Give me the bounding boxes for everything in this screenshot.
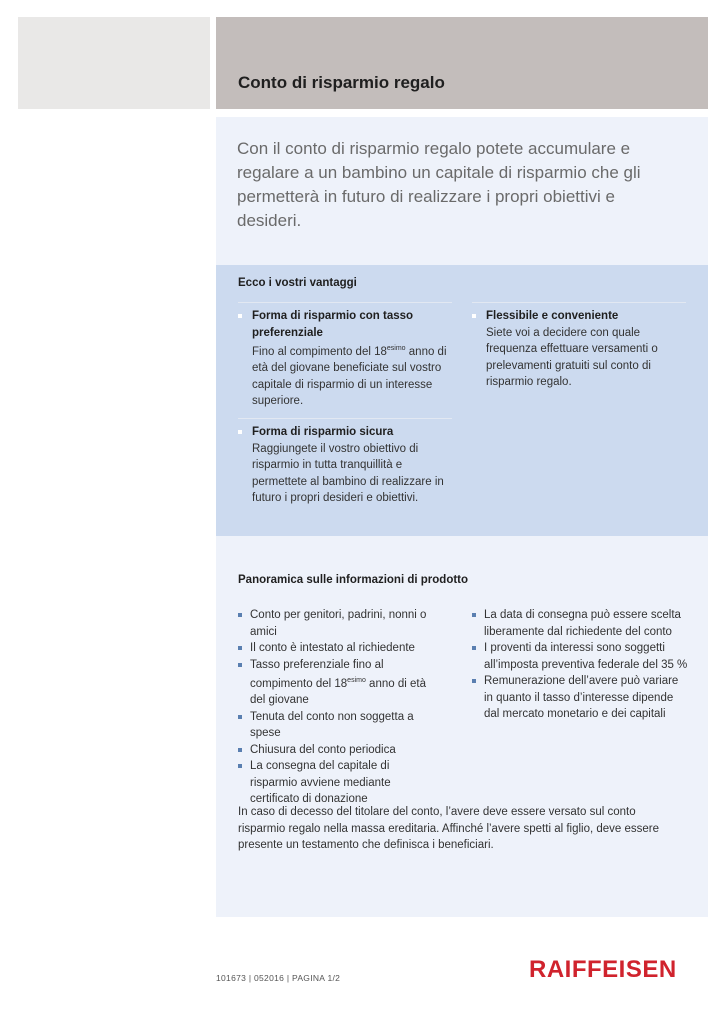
advantage-desc: Fino al compimento del $18^{esimo}$ anno di età del giovane beneficiate sul vostro capitale di risparmio di un interesse superiore.	[252, 345, 447, 408]
list-item: Il conto è intestato al richiedente	[238, 640, 438, 657]
advantages-heading: Ecco i vostri vantaggi	[238, 277, 357, 289]
bullet-icon	[238, 613, 242, 617]
list-item: Tasso preferenziale fino al compimento del $18^{esimo}$ anno di età del giovane	[238, 657, 438, 709]
advantage-item	[238, 302, 452, 410]
product-info-list-left	[238, 607, 438, 808]
advantage-desc: Siete voi a decidere con quale frequenza effettuare versamenti o prelevamenti gratuiti sul conto di risparmio regalo.	[486, 326, 658, 388]
advantage-title: Forma di risparmio sicura	[252, 426, 394, 438]
raiffeisen-logo: RAIFFEISEN	[529, 956, 677, 983]
bullet-icon	[238, 646, 242, 650]
advantage-item	[472, 302, 686, 391]
list-item: Remunerazione dell’avere può variare in quanto il tasso d’interesse dipende dal mercato monetario e dei capitali	[472, 673, 688, 723]
advantage-item	[238, 418, 452, 507]
list-item: Chiusura del conto periodica	[238, 742, 438, 759]
advantage-title: Forma di risparmio con tasso preferenziale	[252, 310, 414, 339]
bullet-icon	[472, 613, 476, 617]
footer-document-code: 101673 | 052016 | PAGINA 1/2	[216, 973, 341, 983]
bullet-icon	[472, 646, 476, 650]
product-info-heading: Panoramica sulle informazioni di prodotto	[238, 574, 469, 586]
advantage-desc: Raggiungete il vostro obiettivo di risparmio in tutta tranquillità e permettete al bambino di realizzare in futuro i propri desideri e obiettivi.	[252, 442, 444, 504]
bullet-icon	[238, 430, 242, 434]
intro-panel	[216, 117, 708, 265]
bullet-icon	[238, 715, 242, 719]
inheritance-note: In caso di decesso del titolare del conto, l’avere deve essere versato sul conto risparmio regalo nella massa ereditaria. Affinché l’avere spetti al figlio, deve essere presente un testamento che definisca i beneficiari.	[238, 806, 660, 851]
product-info-list-right	[472, 607, 688, 723]
bullet-icon	[238, 314, 242, 318]
bullet-icon	[238, 764, 242, 768]
title-band	[216, 17, 708, 109]
header-blank-box	[18, 17, 210, 109]
list-item: La data di consegna può essere scelta liberamente dal richiedente del conto	[472, 607, 688, 640]
advantage-title: Flessibile e conveniente	[486, 310, 619, 322]
intro-text: Con il conto di risparmio regalo potete accumulare e regalare a un bambino un capitale di risparmio che gli permetterà in futuro di realizzare i propri obiettivi e desideri.	[237, 139, 641, 230]
page-title: Conto di risparmio regalo	[238, 73, 445, 92]
bullet-icon	[472, 314, 476, 318]
bullet-icon	[238, 663, 242, 667]
list-item: Tenuta del conto non soggetta a spese	[238, 709, 438, 742]
advantages-panel	[216, 265, 708, 536]
list-item: I proventi da interessi sono soggetti all’imposta preventiva federale del 35 %	[472, 640, 688, 673]
product-info-panel	[216, 536, 708, 917]
bullet-icon	[472, 679, 476, 683]
bullet-icon	[238, 748, 242, 752]
list-item: Conto per genitori, padrini, nonni o amici	[238, 607, 438, 640]
list-item: La consegna del capitale di risparmio avviene mediante certificato di donazione	[238, 758, 438, 808]
